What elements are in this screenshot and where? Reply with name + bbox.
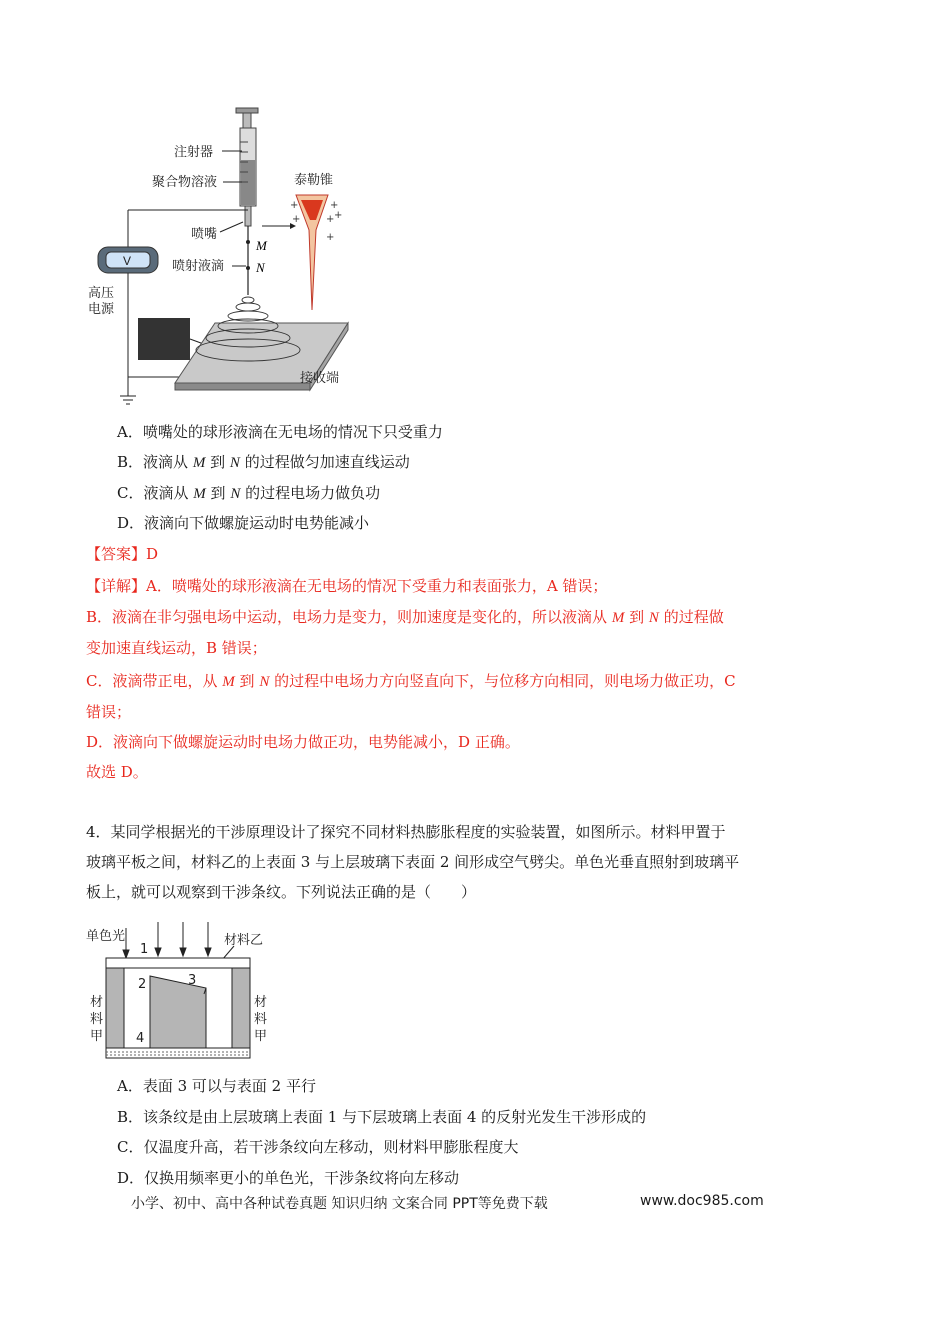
q3-answer: 【答案】D bbox=[86, 545, 159, 563]
q3-option-d: D．液滴向下做螺旋运动时电势能减小 bbox=[117, 514, 370, 532]
q4-stem-line3: 板上，就可以观察到干涉条纹。下列说法正确的是（ ） bbox=[86, 883, 477, 901]
q3-option-c: C．液滴从 M 到 N 的过程电场力做负功 bbox=[117, 484, 381, 502]
material-a-right-label-2: 料 bbox=[254, 1012, 268, 1027]
syringe-label: 注射器 bbox=[174, 145, 214, 160]
q4-option-b: B．该条纹是由上层玻璃上表面 1 与下层玻璃上表面 4 的反射光发生干涉形成的 bbox=[117, 1108, 647, 1126]
material-a-left-label-2: 料 bbox=[90, 1012, 104, 1027]
svg-text:+: + bbox=[326, 214, 335, 225]
material-a-left bbox=[106, 968, 124, 1048]
material-a-left-label-1: 材 bbox=[90, 995, 104, 1010]
footer-text: 小学、初中、高中各种试卷真题 知识归纳 文案合同 PPT等免费下载 bbox=[131, 1196, 548, 1212]
q3-detail-b-line2: 变加速直线运动，B 错误； bbox=[86, 639, 267, 657]
top-glass-plate bbox=[106, 958, 250, 968]
voltmeter-icon bbox=[98, 247, 158, 273]
q3-detail-b-line1: B．液滴在非匀强电场中运动，电场力是变力，则加速度是变化的，所以液滴从 M 到 N 的过程做 bbox=[86, 608, 724, 626]
surface-2-label: 2 bbox=[138, 977, 147, 992]
svg-text:+: + bbox=[290, 200, 299, 211]
bottom-glass-plate bbox=[106, 1048, 250, 1058]
q3-conclusion: 故选 D。 bbox=[86, 763, 148, 781]
fiber-mat-image bbox=[138, 318, 190, 360]
n-label: N bbox=[256, 260, 265, 275]
electrospinning-figure bbox=[80, 100, 380, 415]
q3-option-b: B．液滴从 M 到 N 的过程做匀加速直线运动 bbox=[117, 453, 410, 471]
q3-option-a: A．喷嘴处的球形液滴在无电场的情况下只受重力 bbox=[117, 423, 443, 441]
hv-source-label-2: 电源 bbox=[88, 302, 115, 317]
q3-detail-c-line1: C．液滴带正电，从 M 到 N 的过程中电场力方向竖直向下，与位移方向相同，则电场力做正功，C bbox=[86, 672, 736, 690]
q3-detail-a: 【详解】A．喷嘴处的球形液滴在无电场的情况下受重力和表面张力，A 错误； bbox=[86, 577, 608, 595]
receiver-label: 接收端 bbox=[300, 371, 340, 386]
nozzle-label: 喷嘴 bbox=[191, 227, 218, 242]
material-a-left-label-3: 甲 bbox=[90, 1029, 104, 1044]
svg-text:V: V bbox=[123, 254, 132, 268]
hv-source-label-1: 高压 bbox=[88, 286, 115, 301]
ground-icon bbox=[120, 377, 136, 404]
svg-text:+: + bbox=[292, 214, 301, 225]
svg-text:+: + bbox=[334, 210, 343, 221]
mono-light-label: 单色光 bbox=[86, 929, 126, 944]
m-label: M bbox=[256, 238, 267, 253]
footer-url[interactable]: www.doc985.com bbox=[640, 1193, 764, 1209]
surface-4-label: 4 bbox=[136, 1031, 145, 1046]
interference-figure bbox=[84, 918, 284, 1063]
q4-stem-line2: 玻璃平板之间，材料乙的上表面 3 与上层玻璃下表面 2 间形成空气劈尖。单色光垂直照射到玻璃平 bbox=[86, 853, 740, 871]
q3-detail-c-line2: 错误； bbox=[86, 703, 132, 721]
material-b-label: 材料乙 bbox=[224, 933, 264, 948]
light-arrows bbox=[123, 922, 211, 958]
taylor-cone-icon bbox=[290, 195, 342, 310]
material-a-right bbox=[232, 968, 250, 1048]
material-b-block bbox=[150, 976, 206, 1048]
q4-option-d: D．仅换用频率更小的单色光，干涉条纹将向左移动 bbox=[117, 1169, 460, 1187]
surface-1-label: 1 bbox=[140, 942, 149, 957]
q4-option-c: C．仅温度升高，若干涉条纹向左移动，则材料甲膨胀程度大 bbox=[117, 1138, 519, 1156]
q4-option-a: A．表面 3 可以与表面 2 平行 bbox=[117, 1077, 316, 1095]
svg-text:+: + bbox=[330, 200, 339, 211]
q3-detail-d: D．液滴向下做螺旋运动时电场力做正功，电势能减小，D 正确。 bbox=[86, 733, 520, 751]
surface-3-label: 3 bbox=[188, 973, 197, 988]
taylor-cone-label: 泰勒锥 bbox=[294, 173, 334, 188]
material-a-right-label-3: 甲 bbox=[254, 1029, 268, 1044]
droplet-label: 喷射液滴 bbox=[172, 259, 225, 274]
material-a-right-label-1: 材 bbox=[254, 995, 268, 1010]
svg-text:+: + bbox=[326, 232, 335, 243]
q4-stem-line1: 4．某同学根据光的干涉原理设计了探究不同材料热膨胀程度的实验装置，如图所示。材料甲置于 bbox=[86, 823, 726, 841]
polymer-solution-label: 聚合物溶液 bbox=[152, 175, 218, 190]
